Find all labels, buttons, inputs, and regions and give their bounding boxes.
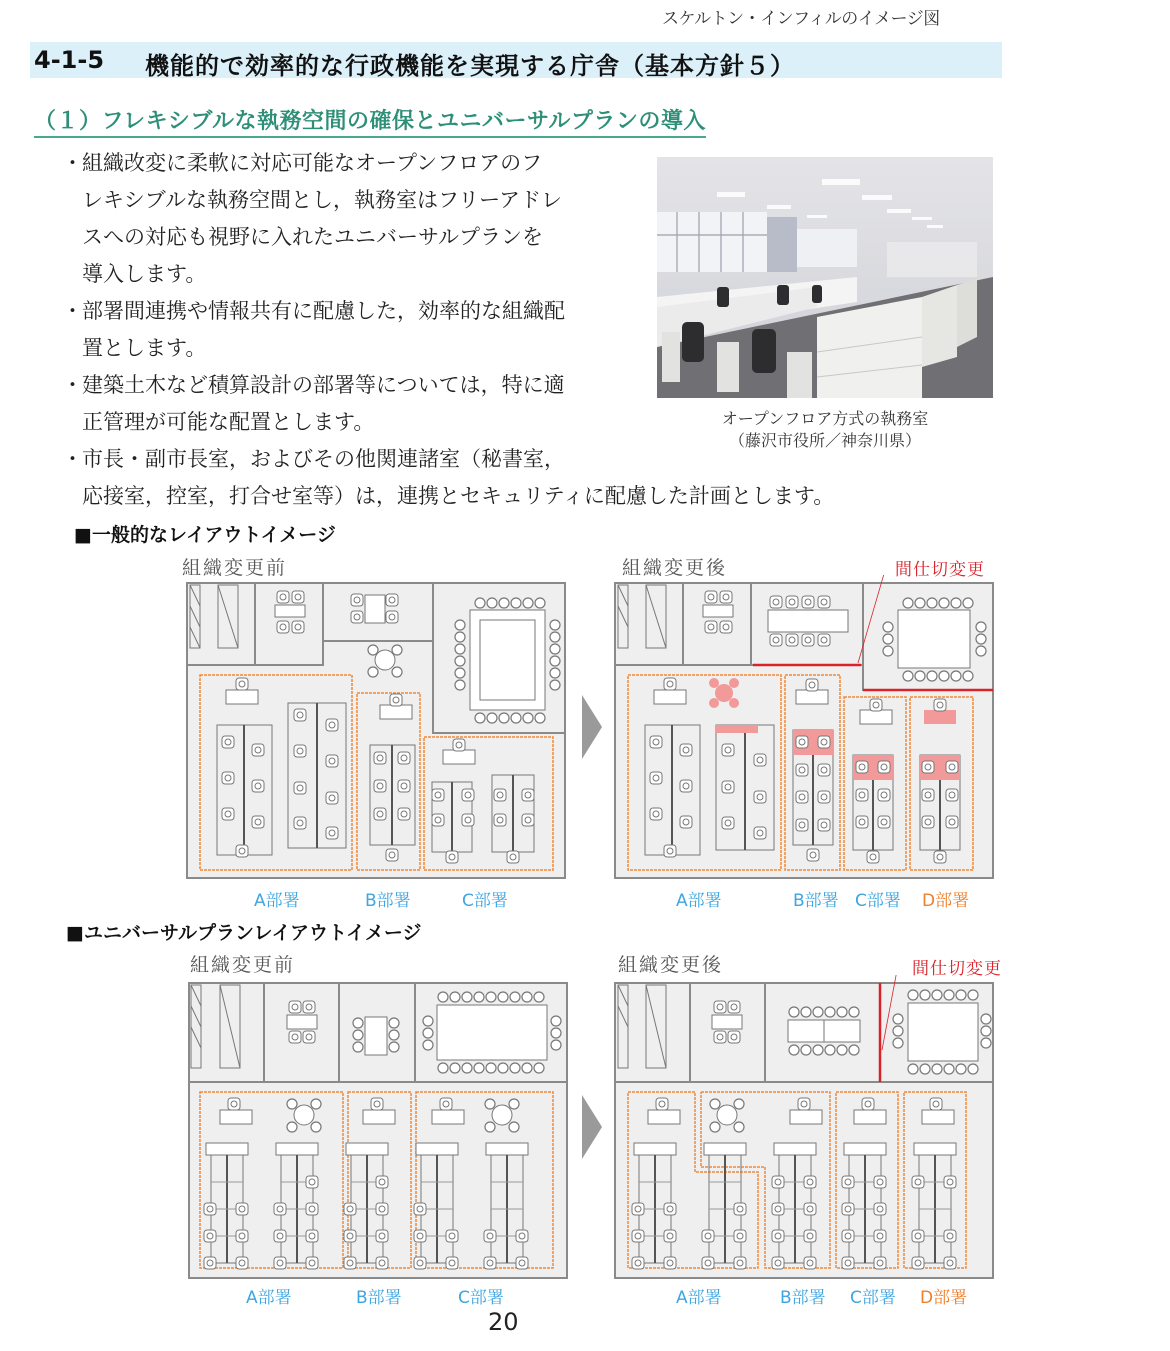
dept-label-a: A部署 bbox=[676, 1288, 722, 1308]
bullet-item bbox=[62, 145, 642, 293]
section-title: 機能的で効率的な行政機能を実現する庁舎（基本方針５） bbox=[145, 52, 795, 80]
plan-before bbox=[189, 983, 567, 1278]
plan-label-before: 組織変更前 bbox=[190, 954, 296, 976]
dept-label-b: B部署 bbox=[793, 891, 839, 911]
photo-caption-location: （藤沢市役所／神奈川県） bbox=[728, 431, 921, 450]
dept-label-b: B部署 bbox=[365, 891, 411, 911]
arrow-right-icon bbox=[582, 1095, 602, 1159]
plan-label-after: 組織変更後 bbox=[622, 557, 728, 579]
dept-label-a: A部署 bbox=[254, 891, 300, 911]
plan-after bbox=[615, 975, 993, 1278]
bullet-marker: ・ bbox=[62, 299, 83, 323]
dept-label-d: D部署 bbox=[920, 1288, 968, 1308]
bullet-line: 導入します。 bbox=[82, 262, 207, 286]
office-photo-illustration bbox=[657, 157, 993, 398]
bullet-line: 置とします。 bbox=[82, 336, 207, 360]
bullet-item bbox=[62, 293, 642, 367]
dept-label-d: D部署 bbox=[922, 891, 970, 911]
dept-label-c: C部署 bbox=[855, 891, 901, 911]
bullet-item bbox=[62, 367, 642, 441]
figure-heading-general-layout: ■一般的なレイアウトイメージ bbox=[74, 524, 336, 546]
plan-label-after: 組織変更後 bbox=[618, 954, 724, 976]
plan-before bbox=[187, 583, 565, 878]
dept-label-c: C部署 bbox=[458, 1288, 504, 1308]
general-layout-floorplans bbox=[180, 575, 1010, 885]
bullet-line: レキシブルな執務空間とし，執務室はフリーアドレ bbox=[82, 188, 563, 212]
photo-caption-title: オープンフロア方式の執務室 bbox=[721, 409, 929, 428]
bullet-line: 組織改変に柔軟に対応可能なオープンフロアのフ bbox=[82, 151, 543, 175]
bullet-marker: ・ bbox=[62, 373, 83, 397]
plan-label-before: 組織変更前 bbox=[182, 557, 288, 579]
section-number: 4-1-5 bbox=[34, 46, 105, 74]
partition-change-label: 間仕切変更 bbox=[895, 560, 985, 580]
partition-change-label: 間仕切変更 bbox=[912, 959, 1002, 979]
bullet-line: スへの対応も視野に入れたユニバーサルプランを bbox=[82, 225, 543, 249]
subsection-title: （１）フレキシブルな執務空間の確保とユニバーサルプランの導入 bbox=[34, 104, 706, 138]
page-number: 20 bbox=[488, 1308, 519, 1336]
bullet-line: 市長・副市長室，およびその他関連諸室（秘書室， bbox=[82, 447, 565, 471]
bullet-marker: ・ bbox=[62, 447, 83, 471]
dept-label-b: B部署 bbox=[780, 1288, 826, 1308]
dept-label-b: B部署 bbox=[356, 1288, 402, 1308]
universal-layout-floorplans bbox=[180, 975, 1010, 1285]
figure-heading-universal-layout: ■ユニバーサルプランレイアウトイメージ bbox=[66, 922, 422, 944]
bullet-line: 応接室，控室，打合せ室等）は，連携とセキュリティに配慮した計画とします。 bbox=[82, 484, 835, 508]
plan-after bbox=[615, 575, 993, 878]
dept-label-a: A部署 bbox=[676, 891, 722, 911]
bullet-line: 正管理が可能な配置とします。 bbox=[82, 410, 375, 434]
figure-caption-skeleton-infill: スケルトン・インフィルのイメージ図 bbox=[662, 9, 940, 29]
photo-caption bbox=[657, 408, 993, 452]
office-photo bbox=[657, 157, 993, 398]
bullet-marker: ・ bbox=[62, 151, 83, 175]
dept-label-a: A部署 bbox=[246, 1288, 292, 1308]
bullet-item bbox=[62, 441, 982, 515]
dept-label-c: C部署 bbox=[462, 891, 508, 911]
bullet-line: 部署間連携や情報共有に配慮した，効率的な組織配 bbox=[82, 299, 565, 323]
dept-label-c: C部署 bbox=[850, 1288, 896, 1308]
arrow-right-icon bbox=[582, 695, 602, 759]
bullet-line: 建築土木など積算設計の部署等については，特に適 bbox=[82, 373, 565, 397]
